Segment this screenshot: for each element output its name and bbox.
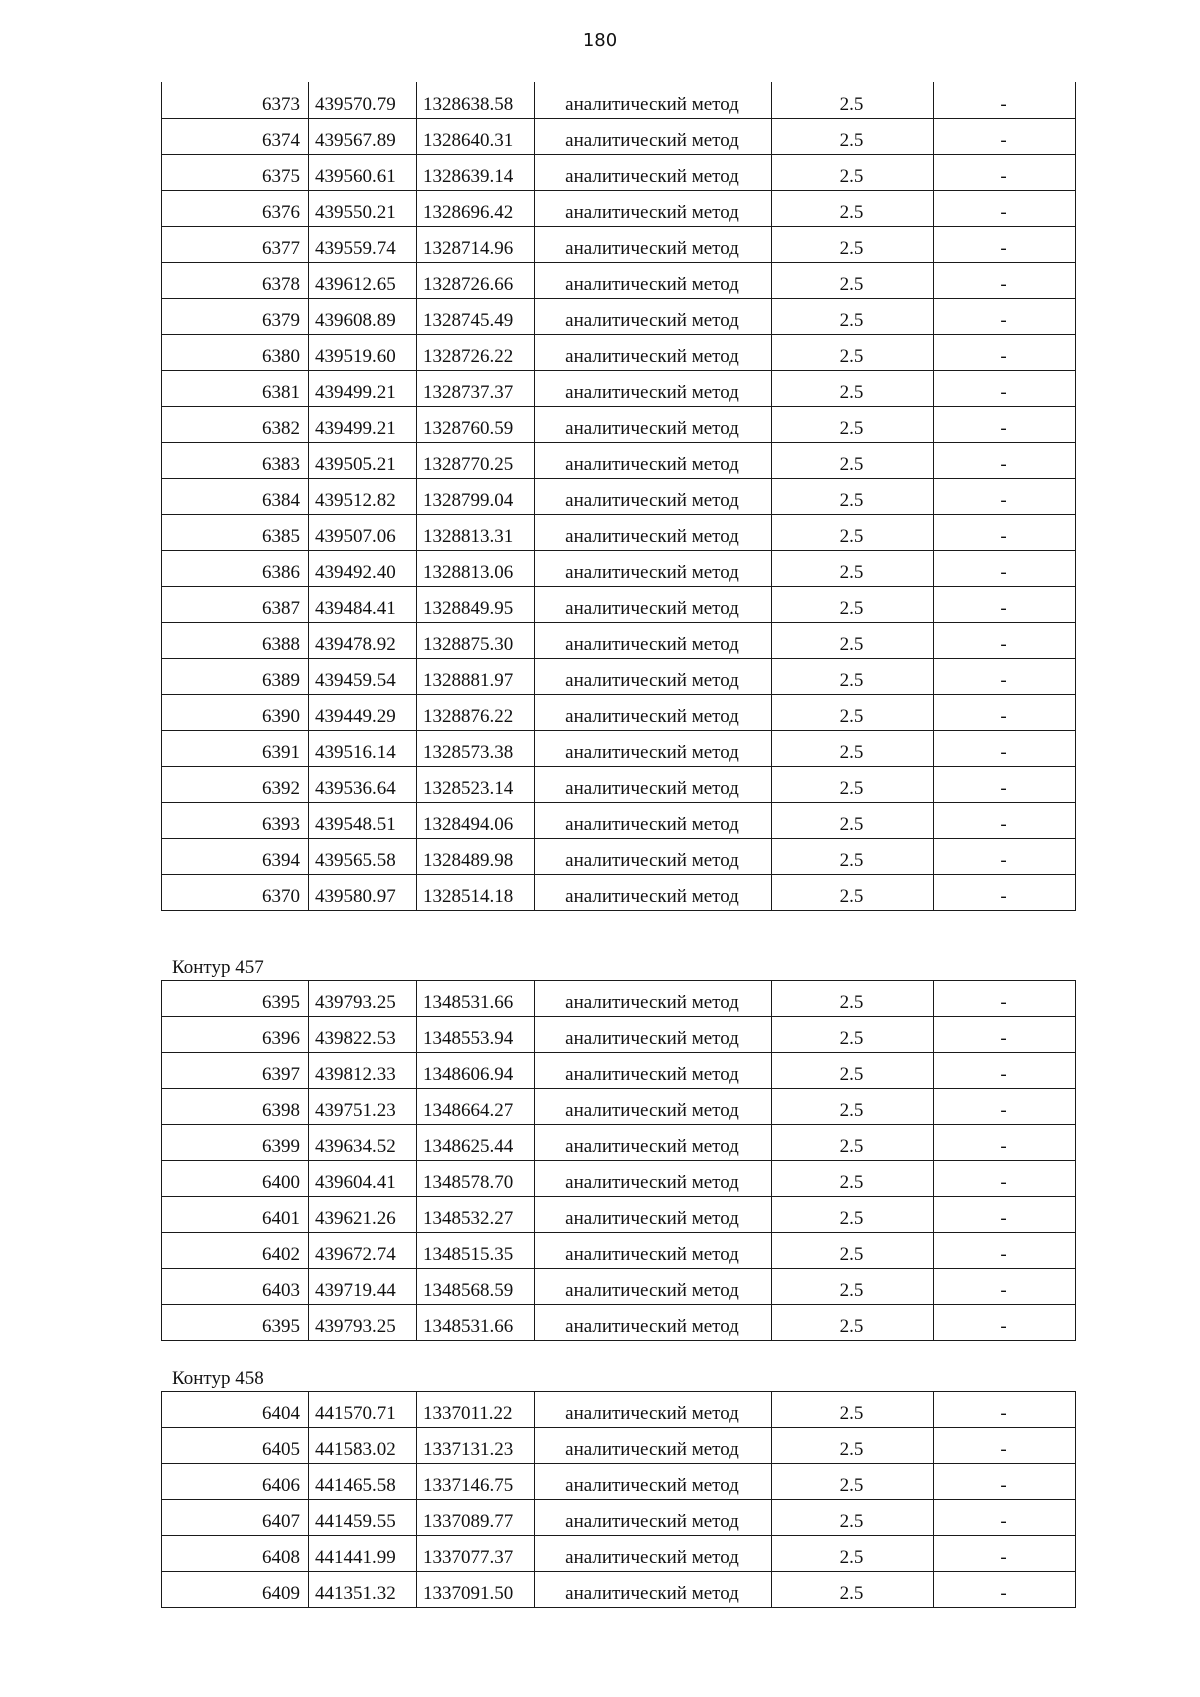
method-cell: аналитический метод [535,514,772,550]
x-coordinate-cell: 439550.21 [309,190,417,226]
table-row [162,1392,1076,1428]
x-coordinate-cell: 439719.44 [309,1269,417,1305]
y-coordinate-cell: 1348625.44 [417,1125,535,1161]
y-coordinate-cell: 1348531.66 [417,1305,535,1341]
point-number-cell: 6409 [162,1572,309,1608]
table-row [162,1500,1076,1536]
x-coordinate-cell: 441459.55 [309,1500,417,1536]
accuracy-cell: 2.5 [772,622,934,658]
note-cell: - [934,1536,1076,1572]
x-coordinate-cell: 439507.06 [309,514,417,550]
point-number-cell: 6401 [162,1197,309,1233]
x-coordinate-cell: 441465.58 [309,1464,417,1500]
y-coordinate-cell: 1328876.22 [417,694,535,730]
x-coordinate-cell: 439565.58 [309,838,417,874]
x-coordinate-cell: 439793.25 [309,981,417,1017]
point-number-cell: 6391 [162,730,309,766]
y-coordinate-cell: 1328640.31 [417,118,535,154]
point-number-cell: 6382 [162,406,309,442]
point-number-cell: 6377 [162,226,309,262]
point-number-cell: 6388 [162,622,309,658]
y-coordinate-cell: 1337131.23 [417,1428,535,1464]
x-coordinate-cell: 439516.14 [309,730,417,766]
table-row [162,298,1076,334]
method-cell: аналитический метод [535,981,772,1017]
table-row [162,1233,1076,1269]
method-cell: аналитический метод [535,622,772,658]
y-coordinate-cell: 1337077.37 [417,1536,535,1572]
x-coordinate-cell: 439499.21 [309,406,417,442]
point-number-cell: 6385 [162,514,309,550]
y-coordinate-cell: 1328745.49 [417,298,535,334]
point-number-cell: 6376 [162,190,309,226]
table-row [162,1269,1076,1305]
point-number-cell: 6390 [162,694,309,730]
method-cell: аналитический метод [535,658,772,694]
point-number-cell: 6395 [162,1305,309,1341]
method-cell: аналитический метод [535,766,772,802]
point-number-cell: 6395 [162,981,309,1017]
accuracy-cell: 2.5 [772,262,934,298]
table-row [162,694,1076,730]
method-cell: аналитический метод [535,1428,772,1464]
x-coordinate-cell: 439793.25 [309,1305,417,1341]
x-coordinate-cell: 439492.40 [309,550,417,586]
table-row [162,370,1076,406]
accuracy-cell: 2.5 [772,298,934,334]
x-coordinate-cell: 439519.60 [309,334,417,370]
point-number-cell: 6375 [162,154,309,190]
accuracy-cell: 2.5 [772,118,934,154]
table-row [162,1161,1076,1197]
note-cell: - [934,1161,1076,1197]
note-cell: - [934,514,1076,550]
accuracy-cell: 2.5 [772,586,934,622]
accuracy-cell: 2.5 [772,658,934,694]
y-coordinate-cell: 1348664.27 [417,1089,535,1125]
accuracy-cell: 2.5 [772,442,934,478]
x-coordinate-cell: 441583.02 [309,1428,417,1464]
table-row [162,1017,1076,1053]
accuracy-cell: 2.5 [772,82,934,118]
table-row [162,226,1076,262]
note-cell: - [934,1392,1076,1428]
note-cell: - [934,838,1076,874]
method-cell: аналитический метод [535,1572,772,1608]
method-cell: аналитический метод [535,1269,772,1305]
x-coordinate-cell: 441441.99 [309,1536,417,1572]
point-number-cell: 6398 [162,1089,309,1125]
point-number-cell: 6394 [162,838,309,874]
table-row [162,730,1076,766]
method-cell: аналитический метод [535,730,772,766]
note-cell: - [934,478,1076,514]
accuracy-cell: 2.5 [772,370,934,406]
accuracy-cell: 2.5 [772,478,934,514]
point-number-cell: 6379 [162,298,309,334]
note-cell: - [934,1125,1076,1161]
table-row [162,622,1076,658]
note-cell: - [934,334,1076,370]
table-row [162,1536,1076,1572]
y-coordinate-cell: 1328494.06 [417,802,535,838]
method-cell: аналитический метод [535,154,772,190]
table-row [162,766,1076,802]
coordinates-table [161,82,1076,911]
table-row [162,1089,1076,1125]
point-number-cell: 6399 [162,1125,309,1161]
accuracy-cell: 2.5 [772,154,934,190]
accuracy-cell: 2.5 [772,226,934,262]
accuracy-cell: 2.5 [772,1269,934,1305]
table-row [162,658,1076,694]
note-cell: - [934,190,1076,226]
x-coordinate-cell: 439478.92 [309,622,417,658]
note-cell: - [934,1572,1076,1608]
note-cell: - [934,298,1076,334]
table-row [162,442,1076,478]
accuracy-cell: 2.5 [772,730,934,766]
y-coordinate-cell: 1328573.38 [417,730,535,766]
note-cell: - [934,154,1076,190]
note-cell: - [934,694,1076,730]
note-cell: - [934,981,1076,1017]
accuracy-cell: 2.5 [772,1536,934,1572]
accuracy-cell: 2.5 [772,550,934,586]
note-cell: - [934,658,1076,694]
y-coordinate-cell: 1328799.04 [417,478,535,514]
note-cell: - [934,1269,1076,1305]
method-cell: аналитический метод [535,1053,772,1089]
accuracy-cell: 2.5 [772,190,934,226]
point-number-cell: 6406 [162,1464,309,1500]
coordinates-table [161,1391,1076,1608]
x-coordinate-cell: 439567.89 [309,118,417,154]
x-coordinate-cell: 439499.21 [309,370,417,406]
y-coordinate-cell: 1328813.31 [417,514,535,550]
table-row [162,334,1076,370]
y-coordinate-cell: 1328696.42 [417,190,535,226]
method-cell: аналитический метод [535,874,772,910]
point-number-cell: 6380 [162,334,309,370]
method-cell: аналитический метод [535,1161,772,1197]
note-cell: - [934,1197,1076,1233]
accuracy-cell: 2.5 [772,802,934,838]
y-coordinate-cell: 1328714.96 [417,226,535,262]
y-coordinate-cell: 1328760.59 [417,406,535,442]
note-cell: - [934,1017,1076,1053]
method-cell: аналитический метод [535,802,772,838]
note-cell: - [934,1428,1076,1464]
x-coordinate-cell: 439559.74 [309,226,417,262]
method-cell: аналитический метод [535,370,772,406]
table-row [162,1464,1076,1500]
method-cell: аналитический метод [535,1017,772,1053]
x-coordinate-cell: 439548.51 [309,802,417,838]
table-row [162,838,1076,874]
x-coordinate-cell: 439512.82 [309,478,417,514]
page-number: 180 [582,30,618,51]
x-coordinate-cell: 439560.61 [309,154,417,190]
point-number-cell: 6374 [162,118,309,154]
point-number-cell: 6403 [162,1269,309,1305]
method-cell: аналитический метод [535,838,772,874]
table-row [162,406,1076,442]
x-coordinate-cell: 439580.97 [309,874,417,910]
x-coordinate-cell: 439751.23 [309,1089,417,1125]
y-coordinate-cell: 1348532.27 [417,1197,535,1233]
point-number-cell: 6381 [162,370,309,406]
accuracy-cell: 2.5 [772,1428,934,1464]
point-number-cell: 6383 [162,442,309,478]
x-coordinate-cell: 439505.21 [309,442,417,478]
table-row [162,190,1076,226]
x-coordinate-cell: 439612.65 [309,262,417,298]
note-cell: - [934,82,1076,118]
point-number-cell: 6405 [162,1428,309,1464]
x-coordinate-cell: 439822.53 [309,1017,417,1053]
table-row [162,586,1076,622]
note-cell: - [934,550,1076,586]
y-coordinate-cell: 1328523.14 [417,766,535,802]
accuracy-cell: 2.5 [772,334,934,370]
x-coordinate-cell: 439459.54 [309,658,417,694]
note-cell: - [934,802,1076,838]
method-cell: аналитический метод [535,406,772,442]
x-coordinate-cell: 439812.33 [309,1053,417,1089]
table-row [162,1197,1076,1233]
note-cell: - [934,1305,1076,1341]
x-coordinate-cell: 439604.41 [309,1161,417,1197]
note-cell: - [934,442,1076,478]
x-coordinate-cell: 439536.64 [309,766,417,802]
note-cell: - [934,622,1076,658]
accuracy-cell: 2.5 [772,1392,934,1428]
y-coordinate-cell: 1348606.94 [417,1053,535,1089]
accuracy-cell: 2.5 [772,406,934,442]
table-row [162,82,1076,118]
accuracy-cell: 2.5 [772,766,934,802]
method-cell: аналитический метод [535,478,772,514]
table-row [162,802,1076,838]
table-row [162,118,1076,154]
point-number-cell: 6378 [162,262,309,298]
accuracy-cell: 2.5 [772,1572,934,1608]
method-cell: аналитический метод [535,1536,772,1572]
method-cell: аналитический метод [535,226,772,262]
y-coordinate-cell: 1348515.35 [417,1233,535,1269]
y-coordinate-cell: 1328849.95 [417,586,535,622]
note-cell: - [934,730,1076,766]
y-coordinate-cell: 1337091.50 [417,1572,535,1608]
method-cell: аналитический метод [535,298,772,334]
note-cell: - [934,262,1076,298]
x-coordinate-cell: 439484.41 [309,586,417,622]
table-row [162,874,1076,910]
point-number-cell: 6402 [162,1233,309,1269]
point-number-cell: 6397 [162,1053,309,1089]
point-number-cell: 6389 [162,658,309,694]
y-coordinate-cell: 1328638.58 [417,82,535,118]
method-cell: аналитический метод [535,1464,772,1500]
note-cell: - [934,586,1076,622]
method-cell: аналитический метод [535,334,772,370]
method-cell: аналитический метод [535,550,772,586]
x-coordinate-cell: 441570.71 [309,1392,417,1428]
method-cell: аналитический метод [535,118,772,154]
y-coordinate-cell: 1328726.66 [417,262,535,298]
table-row [162,550,1076,586]
y-coordinate-cell: 1337011.22 [417,1392,535,1428]
method-cell: аналитический метод [535,1392,772,1428]
coordinates-table-block-continued [161,82,1075,911]
accuracy-cell: 2.5 [772,1089,934,1125]
x-coordinate-cell: 439570.79 [309,82,417,118]
y-coordinate-cell: 1337146.75 [417,1464,535,1500]
table-row [162,1428,1076,1464]
table-row [162,1125,1076,1161]
contour-458-title: Контур 458 [172,1368,264,1389]
method-cell: аналитический метод [535,1197,772,1233]
point-number-cell: 6404 [162,1392,309,1428]
table-row [162,514,1076,550]
note-cell: - [934,1089,1076,1125]
y-coordinate-cell: 1328881.97 [417,658,535,694]
y-coordinate-cell: 1337089.77 [417,1500,535,1536]
method-cell: аналитический метод [535,1089,772,1125]
point-number-cell: 6407 [162,1500,309,1536]
coordinates-table-block-contour-458 [161,1391,1075,1608]
y-coordinate-cell: 1328726.22 [417,334,535,370]
accuracy-cell: 2.5 [772,981,934,1017]
note-cell: - [934,874,1076,910]
point-number-cell: 6384 [162,478,309,514]
note-cell: - [934,370,1076,406]
contour-457-title: Контур 457 [172,957,264,978]
table-row [162,1053,1076,1089]
method-cell: аналитический метод [535,694,772,730]
note-cell: - [934,1053,1076,1089]
accuracy-cell: 2.5 [772,838,934,874]
point-number-cell: 6370 [162,874,309,910]
method-cell: аналитический метод [535,1305,772,1341]
point-number-cell: 6392 [162,766,309,802]
method-cell: аналитический метод [535,1233,772,1269]
note-cell: - [934,226,1076,262]
y-coordinate-cell: 1328875.30 [417,622,535,658]
y-coordinate-cell: 1328770.25 [417,442,535,478]
method-cell: аналитический метод [535,82,772,118]
x-coordinate-cell: 439449.29 [309,694,417,730]
method-cell: аналитический метод [535,1500,772,1536]
note-cell: - [934,1233,1076,1269]
note-cell: - [934,406,1076,442]
y-coordinate-cell: 1348553.94 [417,1017,535,1053]
accuracy-cell: 2.5 [772,1197,934,1233]
method-cell: аналитический метод [535,1125,772,1161]
table-row [162,1305,1076,1341]
accuracy-cell: 2.5 [772,874,934,910]
accuracy-cell: 2.5 [772,514,934,550]
accuracy-cell: 2.5 [772,1053,934,1089]
note-cell: - [934,118,1076,154]
accuracy-cell: 2.5 [772,1305,934,1341]
point-number-cell: 6393 [162,802,309,838]
accuracy-cell: 2.5 [772,1464,934,1500]
point-number-cell: 6386 [162,550,309,586]
accuracy-cell: 2.5 [772,694,934,730]
accuracy-cell: 2.5 [772,1233,934,1269]
note-cell: - [934,1500,1076,1536]
y-coordinate-cell: 1328813.06 [417,550,535,586]
y-coordinate-cell: 1328489.98 [417,838,535,874]
accuracy-cell: 2.5 [772,1161,934,1197]
point-number-cell: 6400 [162,1161,309,1197]
method-cell: аналитический метод [535,442,772,478]
y-coordinate-cell: 1348578.70 [417,1161,535,1197]
x-coordinate-cell: 439621.26 [309,1197,417,1233]
y-coordinate-cell: 1328639.14 [417,154,535,190]
note-cell: - [934,1464,1076,1500]
accuracy-cell: 2.5 [772,1125,934,1161]
x-coordinate-cell: 441351.32 [309,1572,417,1608]
accuracy-cell: 2.5 [772,1500,934,1536]
coordinates-table [161,980,1076,1341]
x-coordinate-cell: 439608.89 [309,298,417,334]
table-row [162,478,1076,514]
point-number-cell: 6396 [162,1017,309,1053]
table-row [162,154,1076,190]
x-coordinate-cell: 439672.74 [309,1233,417,1269]
table-row [162,262,1076,298]
y-coordinate-cell: 1328514.18 [417,874,535,910]
y-coordinate-cell: 1348568.59 [417,1269,535,1305]
method-cell: аналитический метод [535,190,772,226]
point-number-cell: 6387 [162,586,309,622]
table-row [162,1572,1076,1608]
method-cell: аналитический метод [535,586,772,622]
coordinates-table-block-contour-457 [161,980,1075,1341]
x-coordinate-cell: 439634.52 [309,1125,417,1161]
y-coordinate-cell: 1328737.37 [417,370,535,406]
point-number-cell: 6373 [162,82,309,118]
note-cell: - [934,766,1076,802]
table-row [162,981,1076,1017]
point-number-cell: 6408 [162,1536,309,1572]
method-cell: аналитический метод [535,262,772,298]
y-coordinate-cell: 1348531.66 [417,981,535,1017]
accuracy-cell: 2.5 [772,1017,934,1053]
